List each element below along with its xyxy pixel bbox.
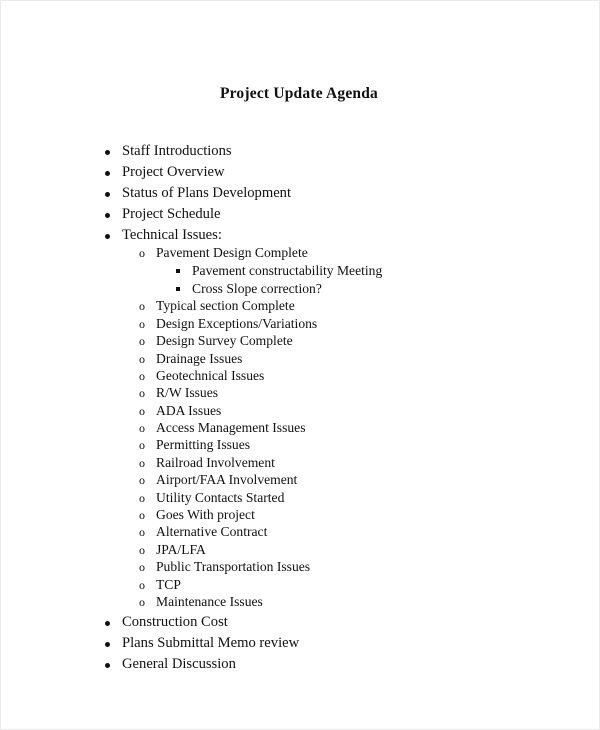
bullet-circle-icon: o — [139, 438, 145, 452]
agenda-item-text: Design Survey Complete — [156, 333, 293, 348]
agenda-item-text: Technical Issues: — [122, 227, 222, 243]
bullet-circle-icon: o — [139, 543, 145, 557]
agenda-item-text: Cross Slope correction? — [192, 281, 322, 296]
agenda-item-text: Utility Contacts Started — [156, 490, 285, 505]
agenda-item-level-2 — [139, 245, 308, 260]
agenda-item-level-1 — [122, 636, 299, 651]
agenda-item-level-2 — [139, 542, 206, 557]
bullet-circle-icon: o — [139, 508, 145, 522]
bullet-dot-icon — [105, 621, 110, 626]
page-title: Project Update Agenda — [219, 85, 379, 102]
bullet-dot-icon — [105, 150, 110, 155]
bullet-circle-icon: o — [139, 299, 145, 313]
agenda-item-level-3 — [192, 282, 322, 296]
bullet-circle-icon: o — [139, 525, 145, 539]
agenda-item-text: Typical section Complete — [156, 298, 295, 313]
agenda-item-level-1 — [122, 165, 225, 180]
agenda-item-text: Public Transportation Issues — [156, 559, 311, 574]
agenda-item-text: Pavement Design Complete — [156, 245, 308, 260]
agenda-item-text: Permitting Issues — [156, 437, 251, 452]
agenda-item-level-2 — [139, 437, 251, 452]
agenda-item-level-2 — [139, 385, 219, 400]
agenda-item-text: Project Schedule — [122, 206, 221, 222]
bullet-circle-icon: o — [139, 421, 145, 435]
agenda-item-level-2 — [139, 316, 318, 331]
agenda-item-text: R/W Issues — [156, 385, 219, 400]
bullet-square-icon — [176, 287, 180, 291]
agenda-item-level-2 — [139, 368, 265, 383]
agenda-item-text: Staff Introductions — [122, 143, 232, 159]
bullet-circle-icon: o — [139, 404, 145, 418]
agenda-item-level-1 — [122, 228, 222, 243]
agenda-item-text: Alternative Contract — [156, 524, 268, 539]
agenda-item-text: Construction Cost — [122, 614, 228, 630]
agenda-item-text: TCP — [156, 577, 181, 592]
agenda-item-level-2 — [139, 490, 285, 505]
agenda-item-level-2 — [139, 333, 293, 348]
agenda-item-level-2 — [139, 420, 306, 435]
agenda-item-text: Status of Plans Development — [122, 185, 292, 201]
agenda-item-level-2 — [139, 298, 295, 313]
bullet-circle-icon: o — [139, 246, 145, 260]
agenda-item-text: Plans Submittal Memo review — [122, 635, 300, 651]
agenda-item-text: General Discussion — [122, 656, 236, 672]
bullet-dot-icon — [105, 192, 110, 197]
agenda-item-text: Project Overview — [122, 164, 225, 180]
agenda-item-level-3 — [192, 264, 382, 278]
bullet-dot-icon — [105, 234, 110, 239]
bullet-square-icon — [176, 269, 180, 273]
bullet-circle-icon: o — [139, 456, 145, 470]
agenda-item-level-2 — [139, 559, 311, 574]
bullet-circle-icon: o — [139, 491, 145, 505]
agenda-item-text: ADA Issues — [156, 403, 222, 418]
agenda-item-text: Maintenance Issues — [156, 594, 263, 609]
agenda-item-level-2 — [139, 472, 298, 487]
agenda-item-level-2 — [139, 403, 222, 418]
agenda-item-text: Design Exceptions/Variations — [156, 316, 318, 331]
bullet-circle-icon: o — [139, 369, 145, 383]
bullet-dot-icon — [105, 213, 110, 218]
agenda-item-level-1 — [122, 144, 232, 159]
agenda-item-level-2 — [139, 577, 181, 592]
agenda-item-level-2 — [139, 351, 243, 366]
agenda-item-level-2 — [139, 594, 263, 609]
agenda-item-level-1 — [122, 186, 291, 201]
bullet-circle-icon: o — [139, 560, 145, 574]
agenda-item-text: Railroad Involvement — [156, 455, 275, 470]
agenda-item-level-2 — [139, 455, 275, 470]
bullet-circle-icon: o — [139, 317, 145, 331]
agenda-item-level-1 — [122, 615, 228, 630]
agenda-item-level-1 — [122, 207, 220, 222]
bullet-circle-icon: o — [139, 473, 145, 487]
agenda-item-level-1 — [122, 657, 236, 672]
bullet-circle-icon: o — [139, 578, 145, 592]
bullet-circle-icon: o — [139, 595, 145, 609]
agenda-item-text: Drainage Issues — [156, 351, 243, 366]
agenda-item-text: JPA/LFA — [156, 542, 206, 557]
agenda-item-text: Airport/FAA Involvement — [156, 472, 298, 487]
agenda-item-text: Geotechnical Issues — [156, 368, 265, 383]
agenda-item-level-2 — [139, 524, 268, 539]
bullet-dot-icon — [105, 171, 110, 176]
agenda-item-text: Access Management Issues — [156, 420, 306, 435]
agenda-item-text: Goes With project — [156, 507, 255, 522]
bullet-dot-icon — [105, 663, 110, 668]
bullet-circle-icon: o — [139, 352, 145, 366]
bullet-circle-icon: o — [139, 386, 145, 400]
agenda-item-level-2 — [139, 507, 255, 522]
agenda-item-text: Pavement constructability Meeting — [192, 263, 383, 278]
bullet-circle-icon: o — [139, 334, 145, 348]
bullet-dot-icon — [105, 642, 110, 647]
